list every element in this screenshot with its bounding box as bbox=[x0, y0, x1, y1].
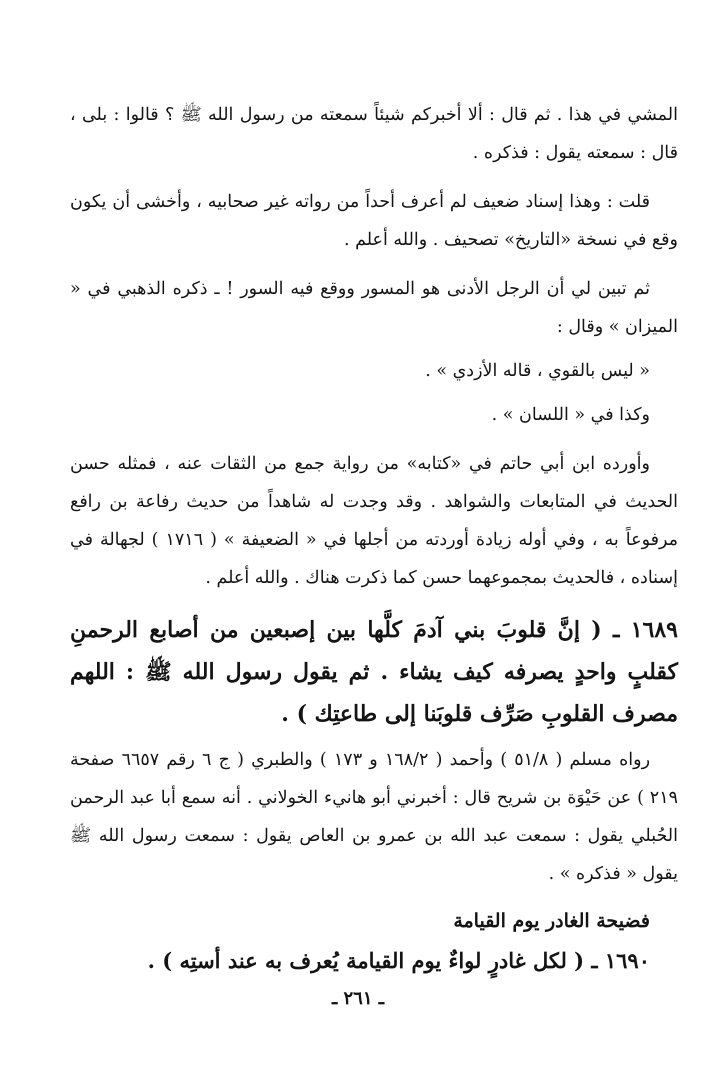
paragraph-continued-narration: المشي في هذا . ثم قال : ألا أخبركم شيئاً سمعته من رسول الله ﷺ ؟ قالوا : بلى ، قال : سمعته يقول : فذكره . bbox=[70, 105, 678, 163]
paragraph-ibn-abi-hatim: وأورده ابن أبي حاتم في «كتابه» من رواية جمع من الثقات عنه ، فمثله حسن الحديث في المتابعات والشواهد . وقد وجدت له شاهداً من حديث رفاعة بن رافع مرفوعاً به ، وفي أوله زيادة أوردته من أجلها في « الضعيفة » ( ١٧١٦ ) لجهالة في إسناده ، فالحديث بمجموعهما حسن كما ذكرت هناك . والله أعلم . bbox=[70, 454, 678, 588]
page-number: ـ ٢٦١ ـ bbox=[331, 988, 385, 1009]
paragraph-lisan-reference: وكذا في « اللسان » . bbox=[491, 405, 650, 425]
chapter-heading: فضيحة الغادر يوم القيامة bbox=[453, 910, 650, 932]
paragraph-correction-note: ثم تبين لي أن الرجل الأدنى هو المسور ووقع فيه السور ! ـ ذكره الذهبي في « الميزان » وقال : bbox=[70, 279, 678, 337]
hadith-1689-text: ١٦٨٩ ـ ( إنَّ قلوبَ بني آدمَ كلَّها بين إصبعين من أصابع الرحمنِ كقلبٍ واحدٍ يصرفه كيف يشاء . ثم يقول رسول الله ﷺ : اللهم مصرف القلوبِ صَرِّف قلوبَنا إلى طاعتِك ) . bbox=[70, 617, 678, 727]
quote-mizan: « ليس بالقوي ، قاله الأزدي » . bbox=[425, 361, 650, 381]
hadith-1690-text: ١٦٩٠ ـ ( لكل غادرٍ لواءٌ يوم القيامة يُعرف به عند أستِه ) . bbox=[147, 948, 650, 973]
paragraph-author-comment: قلت : وهذا إسناد ضعيف لم أعرف أحداً من رواته غير صحابيه ، وأخشى أن يكون وقع في نسخة «التاريخ» تصحيف . والله أعلم . bbox=[70, 192, 678, 250]
paragraph-hadith-1689-sources: رواه مسلم ( ٥١/٨ ) وأحمد ( ١٦٨/٢ و ١٧٣ ) والطبري ( ج ٦ رقم ٦٦٥٧ صفحة ٢١٩ ) عن حَيْوَة بن شريح قال : أخبرني أبو هانيء الخولاني . أنه سمع أبا عبد الرحمن الحُبلي يقول : سمعت عبد الله بن عمرو بن العاص يقول : سمعت رسول الله ﷺ يقول « فذكره » . bbox=[70, 750, 678, 884]
